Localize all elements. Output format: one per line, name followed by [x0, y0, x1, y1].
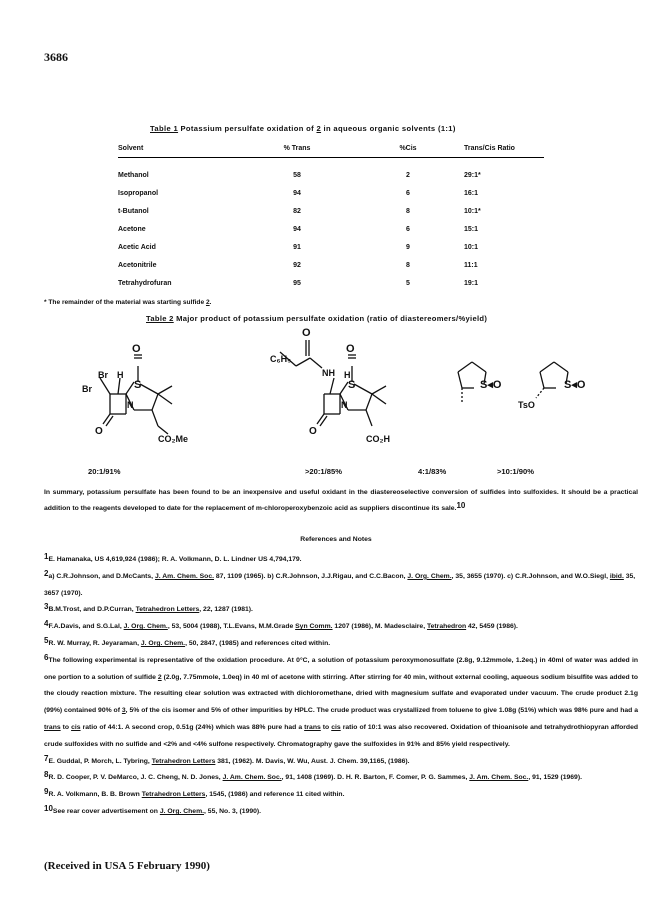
- col-header-ratio: Trans/Cis Ratio: [464, 144, 515, 152]
- table1-compound: 2: [316, 124, 322, 133]
- table1-label: Table 1: [150, 124, 179, 133]
- ref-text: , 35, 3655 (1970). c) C.R.Johnson, and W.O.Siegl,: [451, 572, 610, 580]
- s4-tosyloxy: TsO: [518, 400, 535, 410]
- ref-text: R. W. Murray, R. Jeyaraman,: [48, 639, 141, 647]
- s1-oxygen: O: [132, 343, 141, 355]
- ref-text: B.M.Trost, and D.P.Curran,: [48, 606, 136, 614]
- reference-10: [44, 804, 638, 821]
- cell-ratio: 19:1: [464, 280, 479, 288]
- ref-number: 10: [44, 803, 53, 813]
- table-row: [118, 184, 544, 202]
- table1-caption-text: Potassium persulfate oxidation of: [178, 124, 317, 133]
- ref-text: to: [60, 723, 72, 731]
- table1: [118, 139, 544, 293]
- ref-number: 2: [44, 568, 49, 578]
- cell-solvent: Acetonitrile: [118, 262, 157, 270]
- s1-nitrogen: N: [127, 400, 134, 410]
- cell-cis: 6: [406, 225, 410, 233]
- cell-cis: 5: [406, 280, 410, 288]
- reference-8: [44, 770, 638, 787]
- summary-paragraph: [44, 485, 638, 517]
- col-header-cis: %Cis: [399, 144, 417, 152]
- reference-1: [44, 552, 638, 569]
- structure-3: [458, 362, 502, 404]
- ref-text: , 50, 2847, (1985) and references cited within.: [185, 639, 331, 647]
- cell-cis: 8: [406, 262, 410, 270]
- reference-2: [44, 569, 638, 603]
- cell-solvent: Acetic Acid: [118, 243, 156, 251]
- structure-1: [82, 343, 188, 444]
- ref-number: 3: [44, 602, 49, 612]
- compound-number: 3: [121, 707, 126, 715]
- table1-caption-tail: in aqueous organic solvents (1:1): [321, 124, 456, 133]
- ref-text: (2.0g, 7.75mmole, 1.0eq) in 40 ml of acetone with stirring. After stirring for 40 min, without external cooling, aqueous sodium bisulfite was added to the cloudy reaction mixture. The resulting clear solution was extracted with dichloromethane, dried with magnesium sulfate and evaporated under vacuum. The crude product 2.1g (99%) contained 90% of: [44, 673, 638, 715]
- table1-header-row: [118, 139, 544, 158]
- col-header-trans: % Trans: [283, 144, 311, 152]
- ref-text: R. A. Volkmann, B. B. Brown: [48, 791, 142, 799]
- journal-name: J. Org. Chem.: [407, 572, 452, 580]
- ref-number: 7: [44, 753, 49, 763]
- cell-trans: 94: [293, 225, 301, 233]
- cell-ratio: 15:1: [464, 225, 479, 233]
- ref-text: , 91, 1529 (1969).: [528, 774, 582, 782]
- journal-name: J. Am. Chem. Soc.: [222, 774, 282, 782]
- table-row: [118, 158, 544, 185]
- received-date: (Received in USA 5 February 1990): [44, 860, 210, 872]
- cell-solvent: Isopropanol: [118, 189, 159, 197]
- ref-number: 5: [44, 635, 49, 645]
- col-header-solvent: Solvent: [118, 144, 144, 152]
- reference-7: [44, 754, 638, 771]
- ref-text: 1207 (1986), M. Madesclaire,: [332, 623, 427, 631]
- footnote-end: .: [209, 299, 212, 306]
- s2-nitrogen: N: [341, 400, 348, 410]
- cell-cis: 6: [406, 189, 410, 197]
- s2-oxygen: O: [302, 327, 311, 339]
- table1-caption: [150, 124, 456, 133]
- table1-footnote: [44, 299, 211, 306]
- s2-acid: CO₂H: [366, 434, 390, 444]
- journal-name: J. Org. Chem.: [159, 807, 205, 815]
- ref-text: F.A.Davis, and S.G.Lal,: [48, 623, 124, 631]
- structure-4: [518, 362, 586, 410]
- ref-number: 1: [44, 552, 49, 561]
- ratio-structure-3: 4:1/83%: [418, 467, 447, 476]
- footnote-text: * The remainder of the material was starting sulfide: [44, 299, 206, 306]
- cell-cis: 2: [406, 171, 410, 179]
- ratio-structure-2: >20:1/85%: [305, 467, 342, 476]
- reference-9: [44, 787, 638, 804]
- ref-number: 4: [44, 619, 49, 629]
- reference-5: [44, 636, 638, 653]
- ratio-structure-4: >10:1/90%: [497, 467, 534, 476]
- journal-name: J. Am. Chem. Soc.: [469, 774, 529, 782]
- s1-ester: CO₂Me: [158, 434, 189, 444]
- s2-sulfoxide-oxygen: O: [346, 343, 355, 355]
- cell-ratio: 10:1*: [464, 207, 481, 215]
- ref-text: , 1545, (1986) and reference 11 cited within.: [205, 791, 345, 799]
- compound-number: 2: [157, 673, 162, 681]
- ref-text: E. Hamanaka, US 4,619,924 (1986); R. A. Volkmann, D. L. Lindner US 4,794,179.: [48, 556, 302, 563]
- table2-caption-text: Major product of potassium persulfate oxidation (ratio of diastereomers/%yield): [173, 314, 488, 323]
- s2-hydrogen: H: [344, 370, 351, 380]
- journal-name: Tetrahedron: [426, 623, 467, 631]
- stereo-term: cis: [331, 723, 341, 731]
- ref-text: E. Guddal, P. Morch, L. Tybring,: [48, 757, 152, 765]
- ref-text: The following experimental is representative of the oxidation procedure. At 0°C, a solution of potassium peroxymonosulfate (2.8g, 9.12mmole, 1.2eq.) in 40ml of water was added in one portion to a solution of sulfide: [44, 656, 638, 681]
- cell-trans: 82: [293, 207, 301, 215]
- cell-ratio: 16:1: [464, 189, 479, 197]
- s1-sulfur: S: [134, 379, 142, 391]
- summary-ref: 10: [456, 501, 466, 510]
- s1-hydrogen: H: [117, 370, 124, 380]
- reference-3: [44, 602, 638, 619]
- cell-solvent: Acetone: [118, 225, 146, 233]
- ref-text: ratio of 10:1 was also recovered. Oxidation of thioanisole and tetrahydrothiopyran afforded crude sulfoxides with no sulfide and <2% and <4% sulfone respectively. Chromatography gave the sulfoxides in 91% and 85% yield respectively.: [44, 723, 638, 748]
- ref-text: ratio of 44:1. A second crop, 0.51g (24%) which was 88% pure had a: [80, 723, 305, 731]
- references-list: [44, 552, 638, 821]
- references-title: References and Notes: [300, 536, 372, 543]
- ref-text: 381, (1962). M. Davis, W. Wu, Aust. J. Chem. 39,1165, (1986).: [215, 757, 410, 765]
- ref-number: 6: [44, 652, 49, 662]
- ref-text: to: [320, 723, 332, 731]
- s2-carbonyl-oxygen: O: [309, 426, 317, 437]
- cell-solvent: t-Butanol: [118, 207, 149, 215]
- ref-text: 35, 3657 (1970).: [44, 572, 636, 597]
- table-row: [118, 238, 544, 256]
- ref-text: a) C.R.Johnson, and D.McCants,: [48, 572, 155, 580]
- cell-solvent: Tetrahydrofuran: [118, 280, 172, 288]
- ref-text: See rear cover advertisement on: [52, 807, 160, 815]
- s1-carbonyl-oxygen: O: [95, 426, 103, 437]
- cell-cis: 9: [406, 243, 410, 251]
- ref-text: , 22, 1287 (1981).: [199, 606, 253, 614]
- ratio-structure-1: 20:1/91%: [88, 467, 121, 476]
- stereo-term: trans: [304, 723, 321, 731]
- cell-ratio: 10:1: [464, 243, 479, 251]
- ref-text: 87, 1109 (1965). b) C.R.Johnson, J.J.Rigau, and C.C.Bacon,: [214, 572, 408, 580]
- cell-solvent: Methanol: [118, 171, 149, 179]
- reference-6: [44, 653, 638, 754]
- journal-name: ibid.: [609, 572, 624, 580]
- s2-sulfur: S: [348, 379, 356, 391]
- ref-text: , 5% of the cis isomer and 5% of other impurities by HPLC. The crude product was crystallized from toluene to give 1.08g (51%) which was 98% pure and had a: [125, 707, 638, 715]
- cell-ratio: 11:1: [464, 262, 478, 270]
- s3-sulfoxide: S◂O: [480, 379, 502, 391]
- page-number: 3686: [44, 50, 68, 64]
- table-row: [118, 275, 544, 293]
- ref-text: , 91, 1408 (1969). D. H. R. Barton, F. Comer, P. G. Sammes,: [281, 774, 470, 782]
- ref-text: , 55, No. 3, (1990).: [204, 807, 262, 815]
- ref-text: , 53, 5004 (1988), T.L.Evans, M.M.Grade: [167, 623, 296, 631]
- journal-name: J. Am. Chem. Soc.: [154, 572, 215, 580]
- footnote-compound: 2: [205, 299, 210, 306]
- ref-number: 9: [44, 787, 49, 797]
- journal-name: Syn Comm.: [295, 623, 333, 631]
- cell-ratio: 29:1*: [464, 171, 481, 179]
- stereo-term: cis: [71, 723, 81, 731]
- cell-trans: 95: [293, 280, 301, 288]
- cell-trans: 92: [293, 262, 301, 270]
- structure-2: [270, 327, 390, 444]
- table-row: [118, 202, 544, 220]
- ref-text: R. D. Cooper, P. V. DeMarco, J. C. Cheng, N. D. Jones,: [48, 774, 223, 782]
- s4-sulfoxide: S◂O: [564, 379, 586, 391]
- ref-text: 42, 5459 (1986).: [466, 623, 518, 631]
- s1-bromine-left: Br: [82, 384, 93, 394]
- reference-4: [44, 619, 638, 636]
- table2-structures: [40, 322, 640, 457]
- table2-label: Table 2: [146, 314, 174, 323]
- s2-amide: NH: [322, 368, 335, 378]
- summary-text: In summary, potassium persulfate has been found to be an inexpensive and useful oxidant in the diastereoselective conversion of sulfides into sulfoxides. It should be a practical addition to the reagents developed to date for the replacement of m-chloroperoxybenzoic acid as suppliers discontinue its sale.: [44, 489, 638, 512]
- journal-name: J. Org. Chem.: [140, 639, 186, 647]
- cell-trans: 94: [293, 189, 301, 197]
- table-row: [118, 256, 544, 274]
- cell-trans: 58: [293, 171, 301, 179]
- cell-trans: 91: [293, 243, 301, 251]
- ref-number: 8: [44, 770, 49, 780]
- journal-name: Tetrahedron Letters: [135, 606, 200, 614]
- journal-name: Tetrahedron Letters: [141, 791, 206, 799]
- stereo-term: trans: [44, 723, 61, 731]
- journal-name: J. Org. Chem.: [123, 623, 168, 631]
- s1-bromine-top: Br: [98, 370, 109, 380]
- s2-phenyl: C₆H₅: [270, 354, 292, 364]
- journal-name: Tetrahedron Letters: [151, 757, 216, 765]
- cell-cis: 8: [406, 207, 410, 215]
- table-row: [118, 220, 544, 238]
